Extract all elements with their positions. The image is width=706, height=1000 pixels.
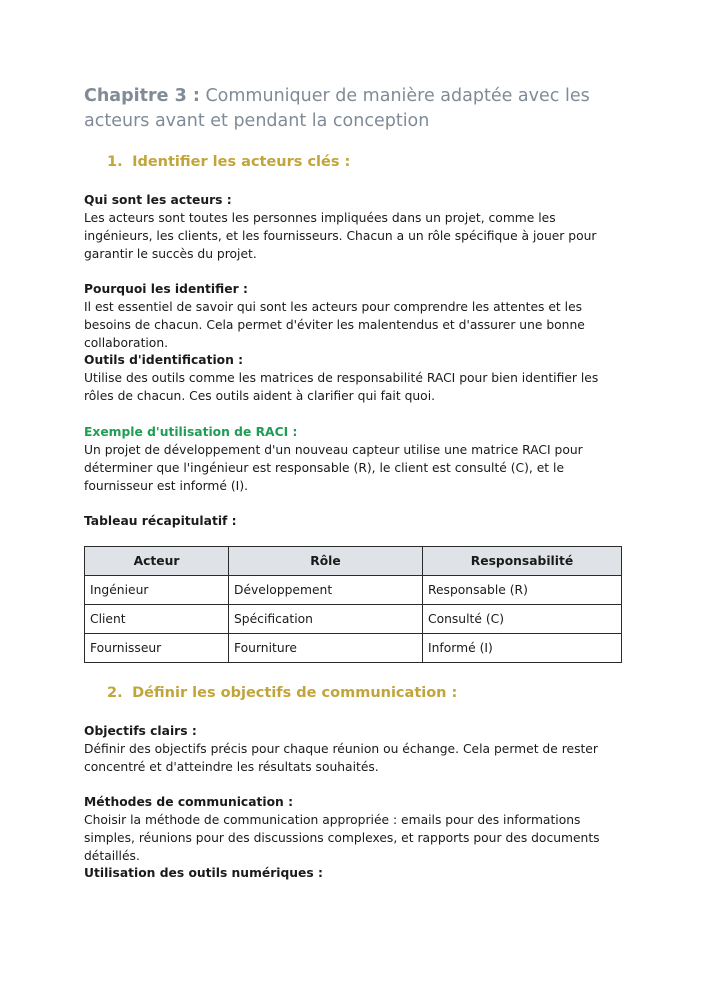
paragraph-text: Les acteurs sont toutes les personnes impliquées dans un projet, comme les ingénieurs, les clients, et les fournisseurs. Chacun a un rôle spécifique à jouer pour garantir le succès du projet. — [84, 211, 597, 261]
table-row — [85, 634, 622, 663]
section-number: 2. — [107, 685, 123, 701]
table-cell: Développement — [229, 576, 423, 605]
section-heading-1 — [107, 152, 350, 172]
table-row — [85, 576, 622, 605]
paragraph-text: Un projet de développement d'un nouveau capteur utilise une matrice RACI pour déterminer que l'ingénieur est responsable (R), le client est consulté (C), et le fournisseur est informé (I). — [84, 443, 583, 493]
table-header-cell: Responsabilité — [423, 547, 622, 576]
paragraph-heading: Utilisation des outils numériques : — [84, 866, 323, 880]
table-cell: Client — [85, 605, 229, 634]
paragraph-methodes — [84, 793, 624, 865]
table-header-cell: Rôle — [229, 547, 423, 576]
paragraph-exemple — [84, 423, 624, 495]
paragraph-outils — [84, 351, 624, 405]
paragraph-heading: Pourquoi les identifier : — [84, 282, 248, 296]
chapter-title — [84, 84, 644, 134]
table-cell: Responsable (R) — [423, 576, 622, 605]
table-cell: Fournisseur — [85, 634, 229, 663]
example-heading: Exemple d'utilisation de RACI : — [84, 425, 298, 439]
section-title: Définir les objectifs de communication : — [132, 685, 458, 701]
raci-summary-table — [84, 546, 622, 663]
paragraph-objectifs — [84, 722, 624, 776]
chapter-lead: Chapitre 3 : — [84, 86, 200, 106]
paragraph-heading: Outils d'identification : — [84, 353, 244, 367]
paragraph-text: Il est essentiel de savoir qui sont les acteurs pour comprendre les attentes et les besoins de chacun. Cela permet d'éviter les malentendus et d'assurer une bonne collaboration. — [84, 300, 585, 350]
table-cell: Fourniture — [229, 634, 423, 663]
table-cell: Informé (I) — [423, 634, 622, 663]
paragraph-heading: Méthodes de communication : — [84, 795, 293, 809]
paragraph-pourquoi — [84, 280, 624, 352]
table-cell: Ingénieur — [85, 576, 229, 605]
paragraph-text: Utilise des outils comme les matrices de responsabilité RACI pour bien identifier les rôles de chacun. Ces outils aident à clarifier qui fait quoi. — [84, 371, 599, 403]
chapter-title-text: Communiquer de manière adaptée avec les acteurs avant et pendant la conception — [84, 86, 590, 131]
table-row — [85, 605, 622, 634]
paragraph-heading: Qui sont les acteurs : — [84, 193, 232, 207]
table-header-row — [85, 547, 622, 576]
section-title: Identifier les acteurs clés : — [132, 154, 351, 170]
table-cell: Spécification — [229, 605, 423, 634]
paragraph-numeriques — [84, 864, 624, 882]
paragraph-qui — [84, 191, 624, 263]
paragraph-heading: Objectifs clairs : — [84, 724, 197, 738]
table-cell: Consulté (C) — [423, 605, 622, 634]
paragraph-tableau — [84, 512, 624, 530]
section-heading-2 — [107, 683, 457, 703]
paragraph-text: Définir des objectifs précis pour chaque réunion ou échange. Cela permet de rester concentré et d'atteindre les résultats souhaités. — [84, 742, 598, 774]
paragraph-heading: Tableau récapitulatif : — [84, 514, 237, 528]
table-header-cell: Acteur — [85, 547, 229, 576]
paragraph-text: Choisir la méthode de communication appropriée : emails pour des informations simples, réunions pour des discussions complexes, et rapports pour des documents détaillés. — [84, 813, 600, 863]
section-number: 1. — [107, 154, 123, 170]
